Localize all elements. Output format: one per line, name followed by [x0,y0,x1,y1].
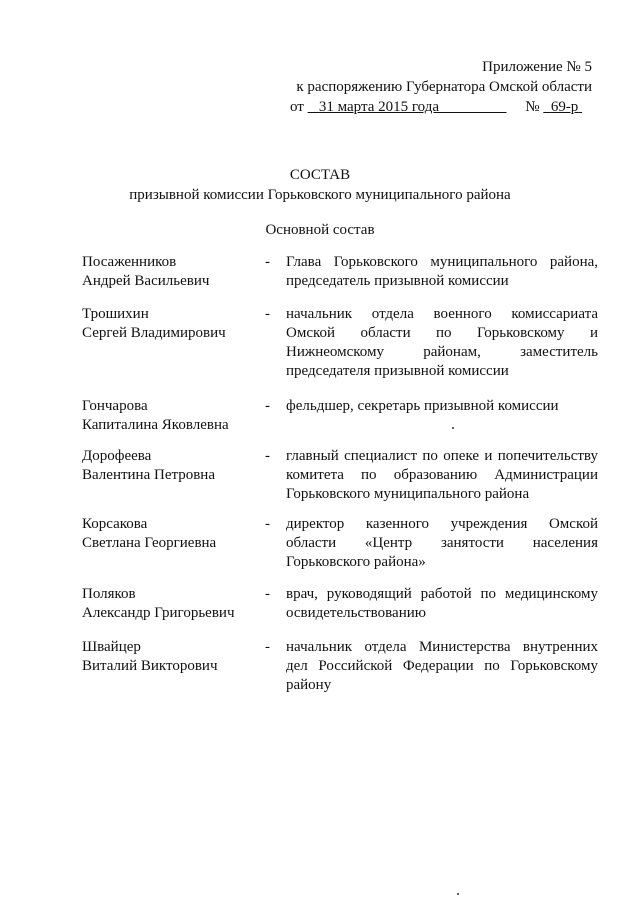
member-role [286,515,598,572]
member-given-names: Сергей Владимирович [82,325,226,341]
date-prefix: от [290,99,304,115]
member-role [286,253,598,291]
member-role-line: председателя призывной комиссии [286,363,509,379]
member-role-line: директор казенного учреждения Омской [286,516,598,532]
member-role [286,305,598,381]
member-role [286,585,598,623]
member-given-names: Виталий Викторович [82,658,218,674]
member-role [286,638,598,695]
member-role [286,447,598,504]
member-role-line: Омской области по Горьковскому и [286,325,598,341]
member-role-line: дел Российской Федерации по Горьковскому [286,658,598,674]
member-role-line: комитета по образованию Администрации [286,467,598,483]
member-role-line: области «Центр занятости населения [286,535,598,551]
member-name [82,397,257,435]
document-header [270,57,592,117]
member-surname: Трошихин [82,306,149,322]
member-dash: - [265,448,270,464]
order-number [543,99,582,115]
member-role-line: Горьковского района» [286,554,426,570]
member-role-line: начальник отдела Министерства внутренних [286,639,598,655]
member-role-line: фельдшер, секретарь призывной комиссии [286,398,559,414]
member-role-line: врач, руководящий работой по медицинскому [286,586,598,602]
member-dash: - [265,516,270,532]
title-block [0,165,640,240]
member-role-line: Горьковского муниципального района [286,486,530,502]
date-number-row [270,97,592,117]
member-name [82,585,257,623]
member-surname: Дорофеева [82,448,152,464]
member-dash: - [265,398,270,414]
member-given-names: Александр Григорьевич [82,605,235,621]
member-role [286,397,598,416]
member-given-names: Валентина Петровна [82,467,215,483]
order-number-value: 69-р [550,99,579,115]
member-surname: Посаженников [82,254,177,270]
member-dash: - [265,586,270,602]
member-role-line: главный специалист по опеке и попечительству [286,448,598,464]
member-role-line: Глава Горьковского муниципального района, [286,254,598,270]
member-role-line: председатель призывной комиссии [286,273,509,289]
appendix-label: Приложение № 5 [482,59,592,75]
member-surname: Гончарова [82,398,148,414]
member-given-names: Светлана Георгиевна [82,535,217,551]
member-role-line: освидетельствованию [286,605,426,621]
member-given-names: Капиталина Яковлевна [82,417,229,433]
member-dash: - [265,306,270,322]
order-date [308,99,507,115]
member-name [82,253,257,291]
member-dash: - [265,639,270,655]
member-surname: Корсакова [82,516,148,532]
member-role-line: начальник отдела военного комиссариата [286,306,598,322]
member-given-names: Андрей Васильевич [82,273,210,289]
number-prefix: № [525,99,540,115]
member-name [82,638,257,676]
member-role-line: району [286,677,332,693]
document-title: СОСТАВ [289,167,351,183]
scan-speck [452,427,454,429]
member-name [82,305,257,343]
member-name [82,515,257,553]
member-role-line: Нижнеомскому районам, заместитель [286,344,598,360]
scan-speck [457,893,459,895]
member-name [82,447,257,485]
order-date-value: 31 марта 2015 года [318,99,439,115]
section-heading: Основной состав [265,222,375,238]
member-dash: - [265,254,270,270]
member-surname: Поляков [82,586,136,602]
member-surname: Швайцер [82,639,141,655]
document-subtitle: призывной комиссии Горьковского муниципального района [129,187,511,203]
order-reference: к распоряжению Губернатора Омской области [296,79,592,95]
